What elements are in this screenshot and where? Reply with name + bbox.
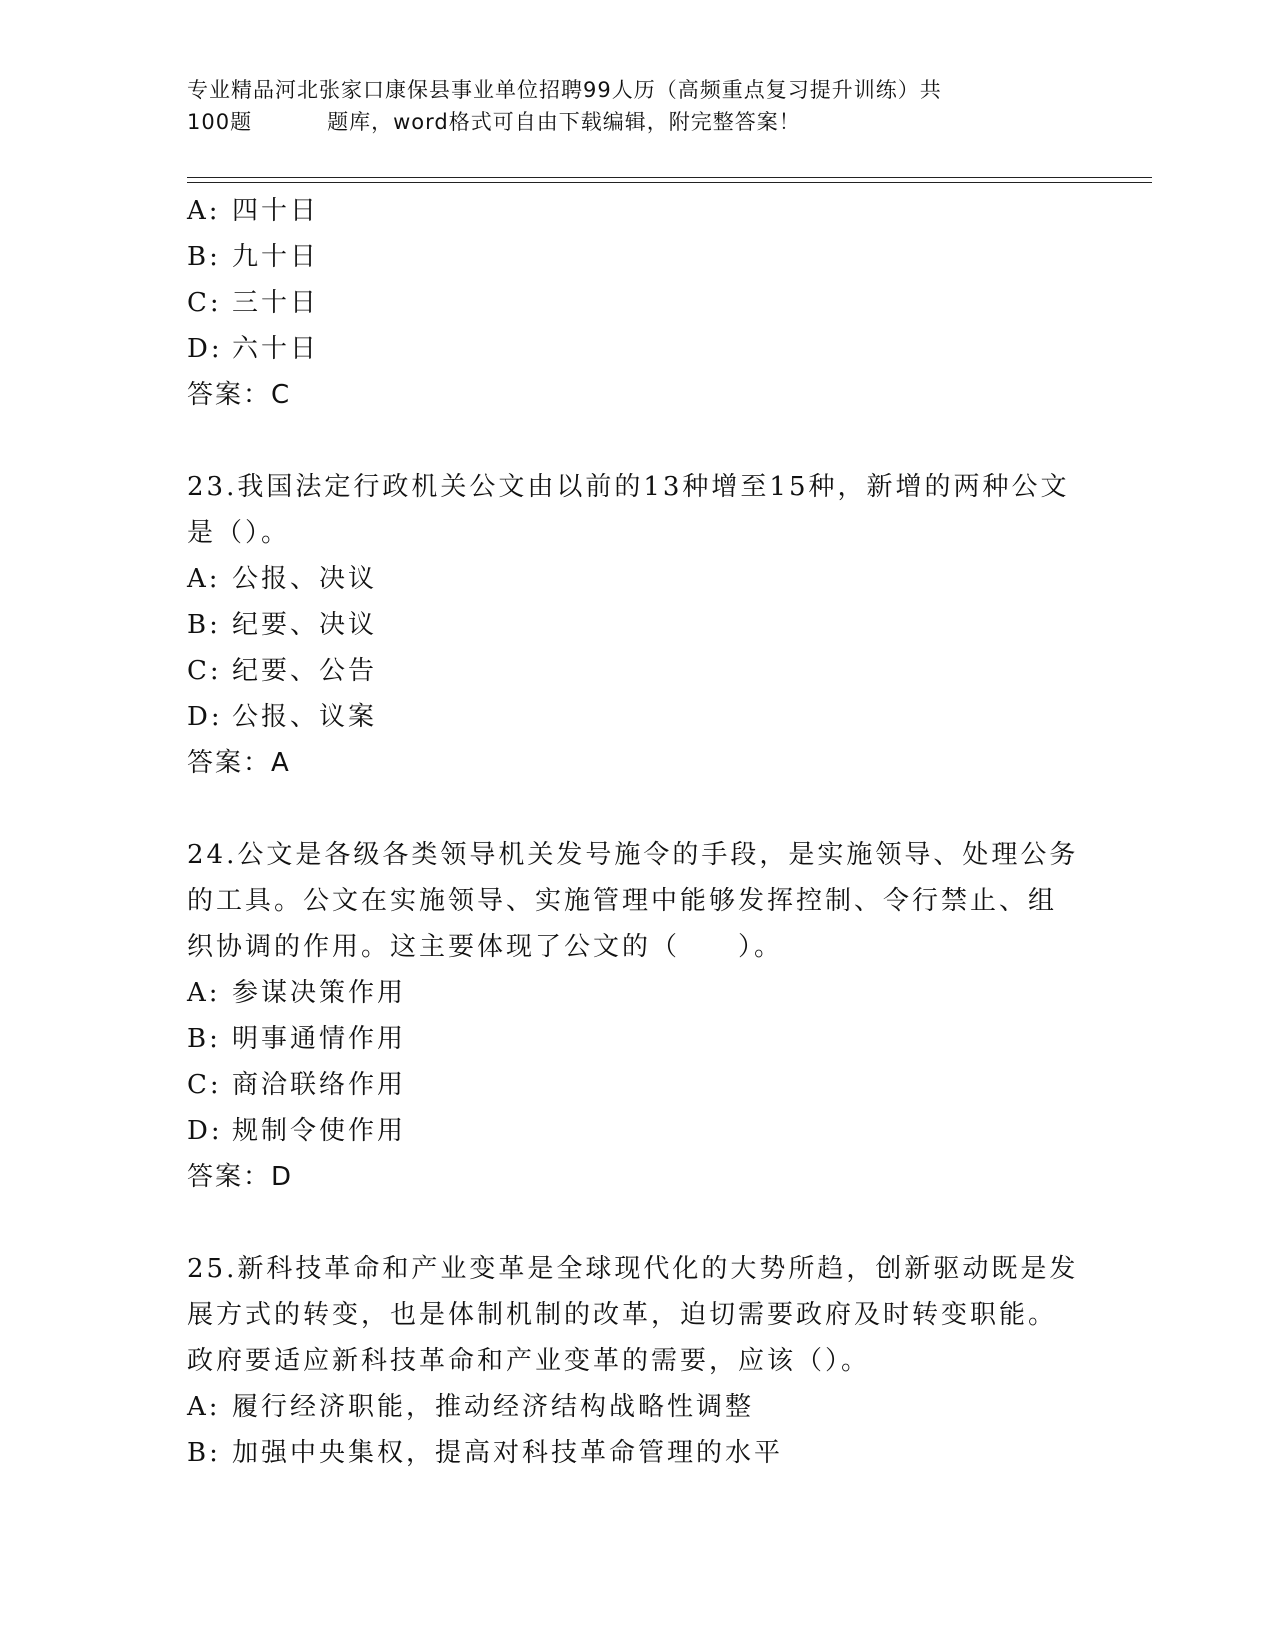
option-a: A: 公报、决议 xyxy=(187,564,378,594)
option-d: D: 规制令使作用 xyxy=(187,1116,407,1146)
answer: 答案：A xyxy=(187,748,291,778)
question-25 xyxy=(187,1246,1087,1476)
option-c: C: 纪要、公告 xyxy=(187,656,378,686)
header-line-2a: 100题 xyxy=(187,110,253,134)
option-a: A: 履行经济职能，推动经济结构战略性调整 xyxy=(187,1392,755,1422)
option-b: B: 明事通情作用 xyxy=(187,1024,407,1054)
question-stem-line: 23.我国法定行政机关公文由以前的13种增至15种，新增的两种公文 xyxy=(187,472,1070,502)
question-stem-line: 织协调的作用。这主要体现了公文的（ ）。 xyxy=(187,932,784,962)
header-line-1: 专业精品河北张家口康保县事业单位招聘99人历（高频重点复习提升训练）共 xyxy=(187,78,942,102)
option-c: C: 三十日 xyxy=(187,288,320,318)
header-rule-top xyxy=(187,177,1152,178)
option-b: B: 纪要、决议 xyxy=(187,610,378,640)
option-d: D: 公报、议案 xyxy=(187,702,378,732)
option-a: A: 参谋决策作用 xyxy=(187,978,407,1008)
question-stem-line: 展方式的转变，也是体制机制的改革，迫切需要政府及时转变职能。 xyxy=(187,1300,1058,1330)
question-stem-line: 24.公文是各级各类领导机关发号施令的手段，是实施领导、处理公务 xyxy=(187,840,1079,870)
document-body xyxy=(187,188,1087,1476)
header-line-2b: 题库，word格式可自由下载编辑，附完整答案！ xyxy=(327,110,801,134)
option-c: C: 商洽联络作用 xyxy=(187,1070,407,1100)
header-line-2 xyxy=(187,106,1087,138)
question-stem-line: 25.新科技革命和产业变革是全球现代化的大势所趋，创新驱动既是发 xyxy=(187,1254,1079,1284)
option-d: D: 六十日 xyxy=(187,334,320,364)
question-stem-line: 是（）。 xyxy=(187,518,291,548)
option-b: B: 加强中央集权，提高对科技革命管理的水平 xyxy=(187,1438,784,1468)
question-24 xyxy=(187,832,1087,1200)
question-23 xyxy=(187,464,1087,786)
question-stem-line: 政府要适应新科技革命和产业变革的需要，应该（）。 xyxy=(187,1346,871,1376)
answer: 答案：D xyxy=(187,1162,294,1192)
option-a: A: 四十日 xyxy=(187,196,320,226)
question-stem-line: 的工具。公文在实施领导、实施管理中能够发挥控制、令行禁止、组 xyxy=(187,886,1058,916)
question-22 xyxy=(187,188,1087,418)
answer: 答案：C xyxy=(187,380,292,410)
header-rule-bottom xyxy=(187,182,1152,183)
page-header xyxy=(187,74,1087,138)
option-b: B: 九十日 xyxy=(187,242,320,272)
